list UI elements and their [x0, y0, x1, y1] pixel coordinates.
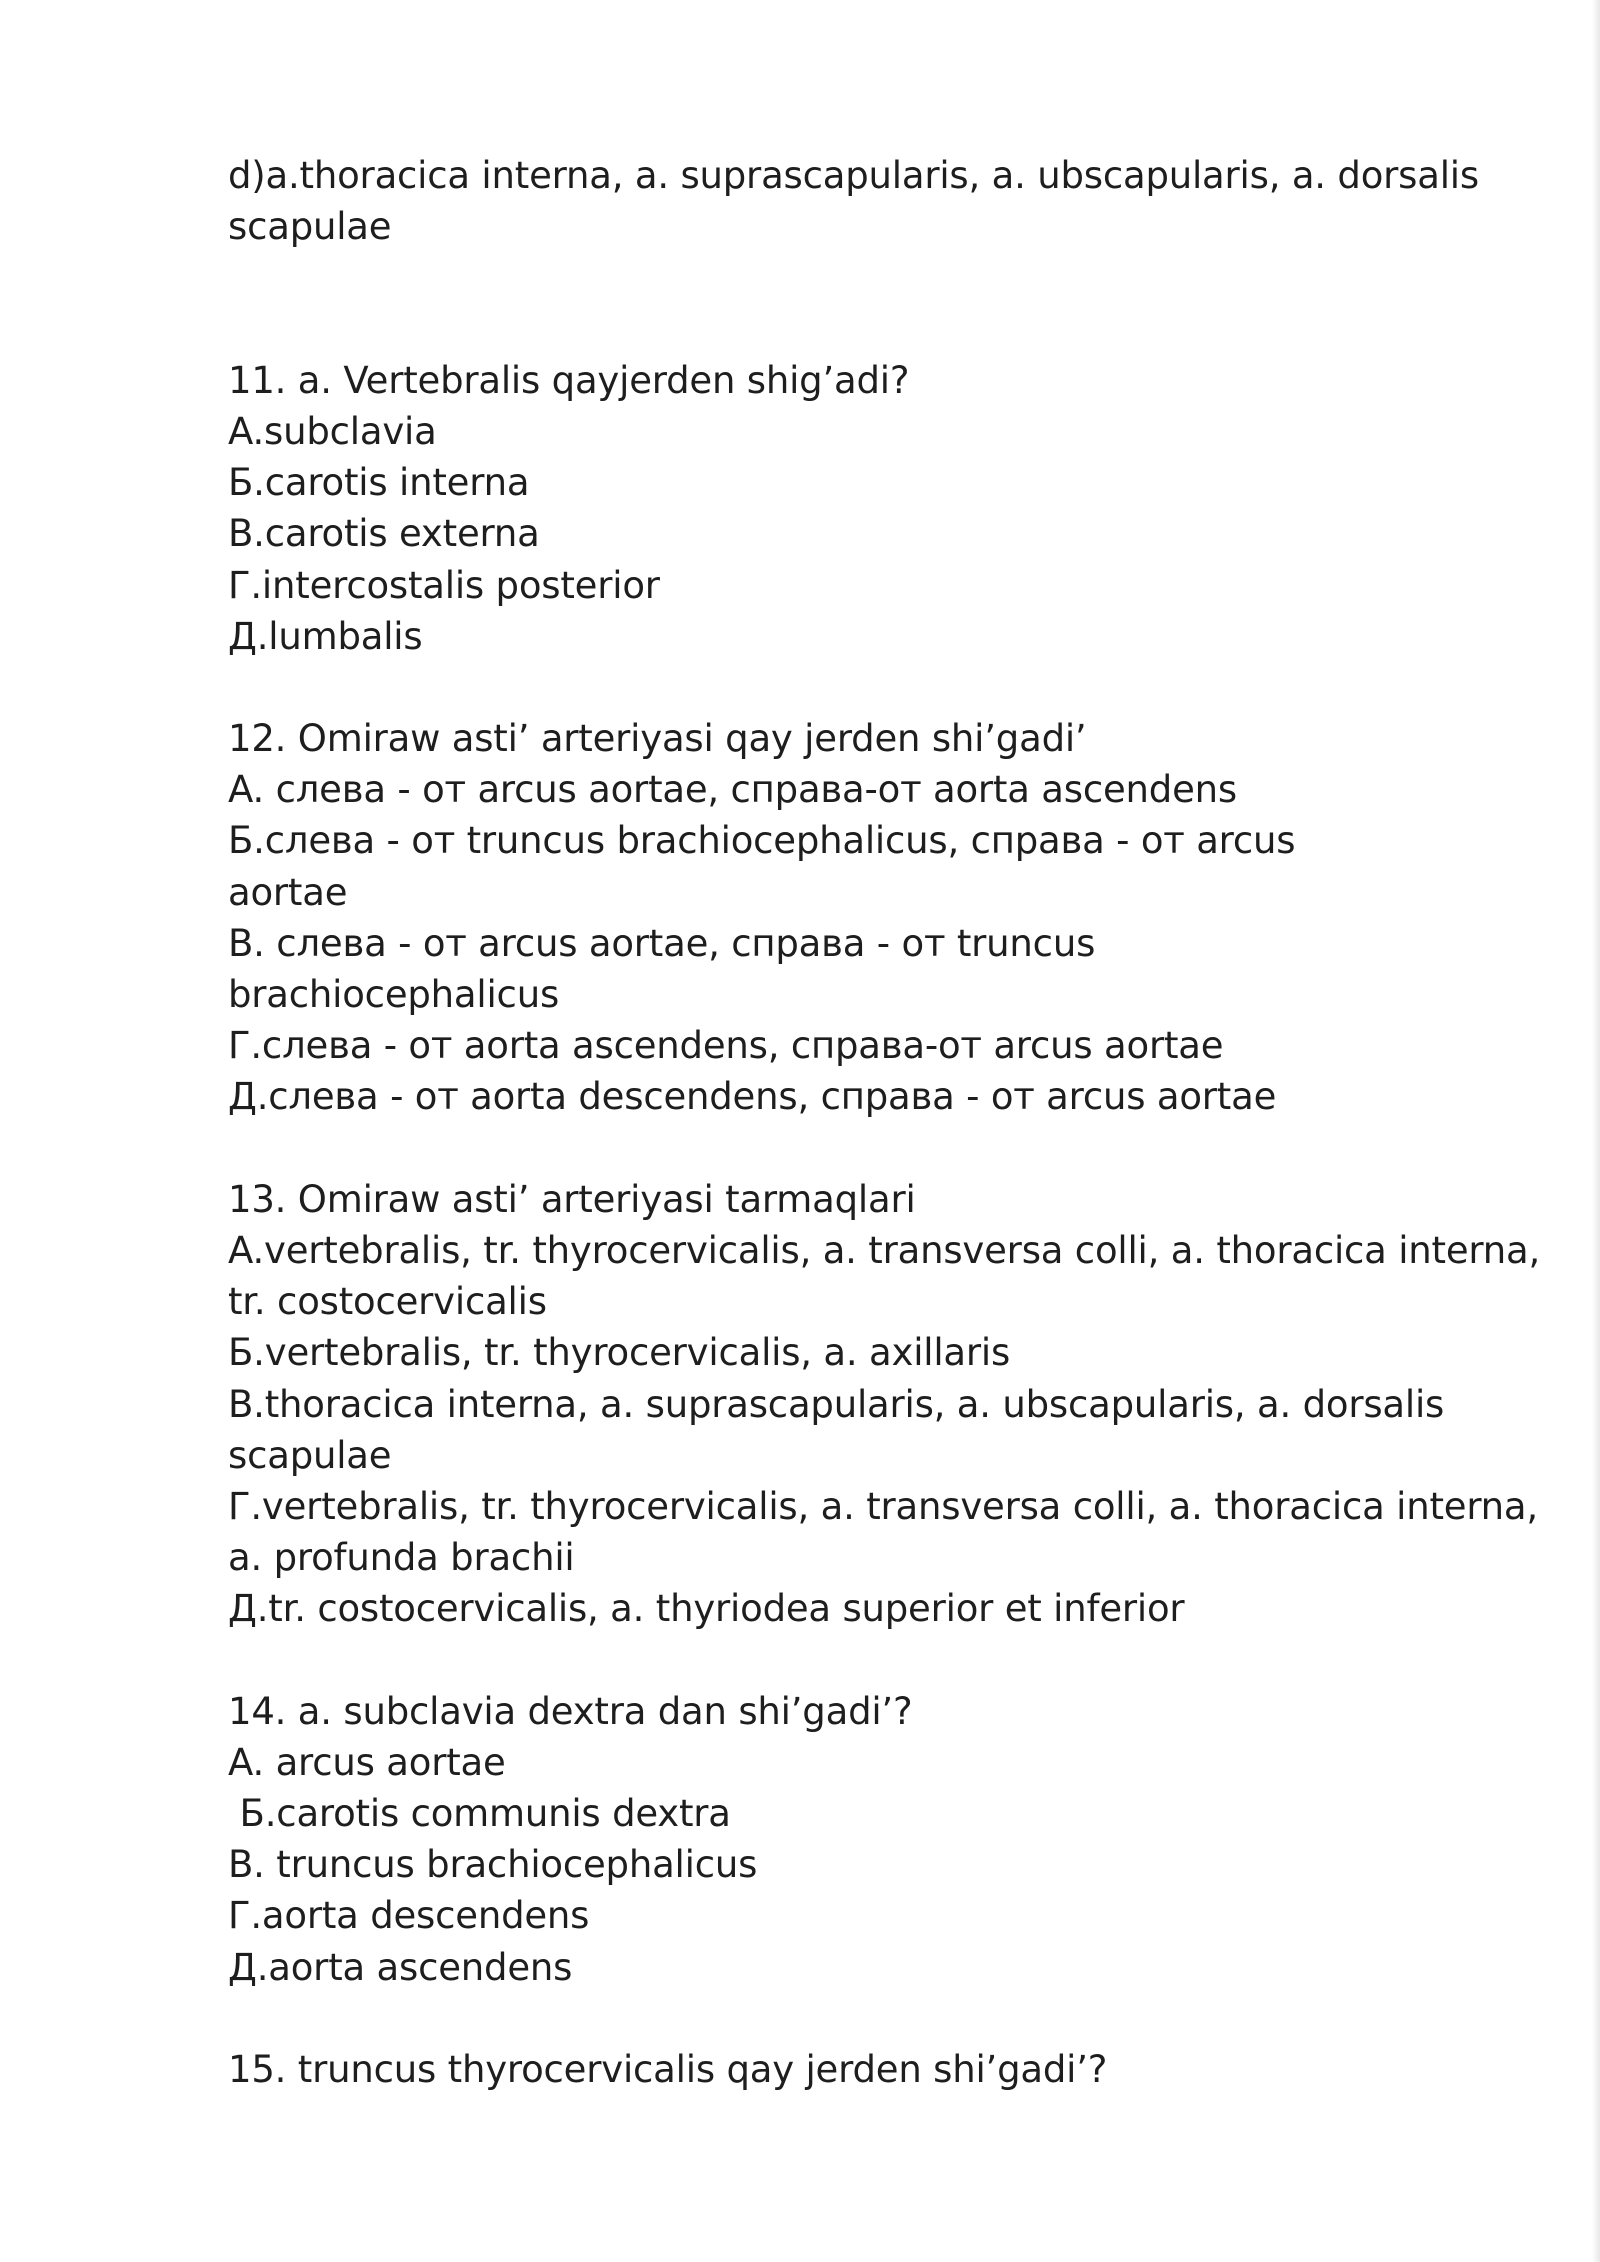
question-14: [228, 1686, 1528, 1993]
question-14-text: 14. a. subclavia dextra dan shi’gadi’?: [228, 1689, 913, 1733]
spacer: [228, 662, 1528, 713]
question-11-option-b: Б.carotis interna: [228, 461, 530, 505]
question-13-text: 13. Omiraw asti’ arteriyasi tarmaqlari: [228, 1177, 916, 1221]
question-12-option-v-cont: brachiocephalicus: [228, 973, 560, 1017]
question-13-option-g: Г.vertebralis, tr. thyrocervicalis, a. transversa colli, a. thoracica interna,: [228, 1484, 1538, 1528]
question-15-text: 15. truncus thyrocervicalis qay jerden shi’gadi’?: [228, 2047, 1108, 2091]
question-15: [228, 2044, 1528, 2095]
prev-option-d-line-1: d)a.thoracica interna, a. suprascapularis, a. ubscapularis, a. dorsalis: [228, 154, 1479, 197]
question-12: [228, 713, 1528, 1123]
question-13: [228, 1174, 1541, 1635]
question-11-option-d: Д.lumbalis: [228, 614, 423, 658]
question-11-option-v: B.carotis externa: [228, 512, 540, 556]
question-12-option-d: Д.слева - от aorta descendens, справа - от arcus aortae: [228, 1075, 1277, 1119]
question-12-option-b: Б.слева - от truncus brachiocephalicus, справа - от arcus: [228, 819, 1296, 863]
question-11: [228, 355, 1528, 662]
question-13-option-b: Б.vertebralis, tr. thyrocervicalis, a. axillaris: [228, 1331, 1011, 1375]
question-12-option-v: B. слева - от arcus aortae, справа - от truncus: [228, 921, 1096, 965]
spacer: [228, 1993, 1528, 2044]
question-13-option-v: B.thoracica interna, a. suprascapularis, a. ubscapularis, a. dorsalis: [228, 1382, 1445, 1426]
spacer: [228, 1634, 1528, 1685]
spacer: [228, 252, 1528, 354]
question-13-option-v-cont: scapulae: [228, 1433, 392, 1477]
page-edge-shadow: [1592, 0, 1600, 2262]
question-12-text: 12. Omiraw asti’ arteriyasi qay jerden shi’gadi’: [228, 717, 1087, 761]
question-12-option-g: Г.слева - от aorta ascendens, справа-от arcus aortae: [228, 1024, 1224, 1068]
question-13-option-g-cont: a. profunda brachii: [228, 1536, 575, 1580]
question-14-option-g: Г.aorta descendens: [228, 1894, 590, 1938]
question-11-option-a: A.subclavia: [228, 409, 437, 453]
question-14-option-v: B. truncus brachiocephalicus: [228, 1843, 758, 1887]
question-12-option-b-cont: aortae: [228, 870, 348, 914]
prev-option-d-line-2: scapulae: [228, 205, 392, 249]
question-14-option-d: Д.aorta ascendens: [228, 1945, 573, 1989]
spacer: [228, 1123, 1528, 1174]
question-11-option-g: Г.intercostalis posterior: [228, 563, 660, 607]
document-page: [228, 150, 1541, 2095]
question-13-option-a-cont: tr. costocervicalis: [228, 1280, 547, 1324]
question-13-option-d: Д.tr. costocervicalis, a. thyriodea superior et inferior: [228, 1587, 1185, 1631]
question-13-option-a: A.vertebralis, tr. thyrocervicalis, a. transversa colli, a. thoracica interna,: [228, 1228, 1541, 1272]
prev-option-d: [228, 150, 1528, 252]
question-14-option-b: Б.carotis communis dextra: [228, 1792, 731, 1836]
question-11-text: 11. a. Vertebralis qayjerden shig’adi?: [228, 358, 910, 402]
question-14-option-a: A. arcus aortae: [228, 1740, 506, 1784]
question-12-option-a: A. слева - от arcus aortae, справа-от aorta ascendens: [228, 768, 1237, 812]
